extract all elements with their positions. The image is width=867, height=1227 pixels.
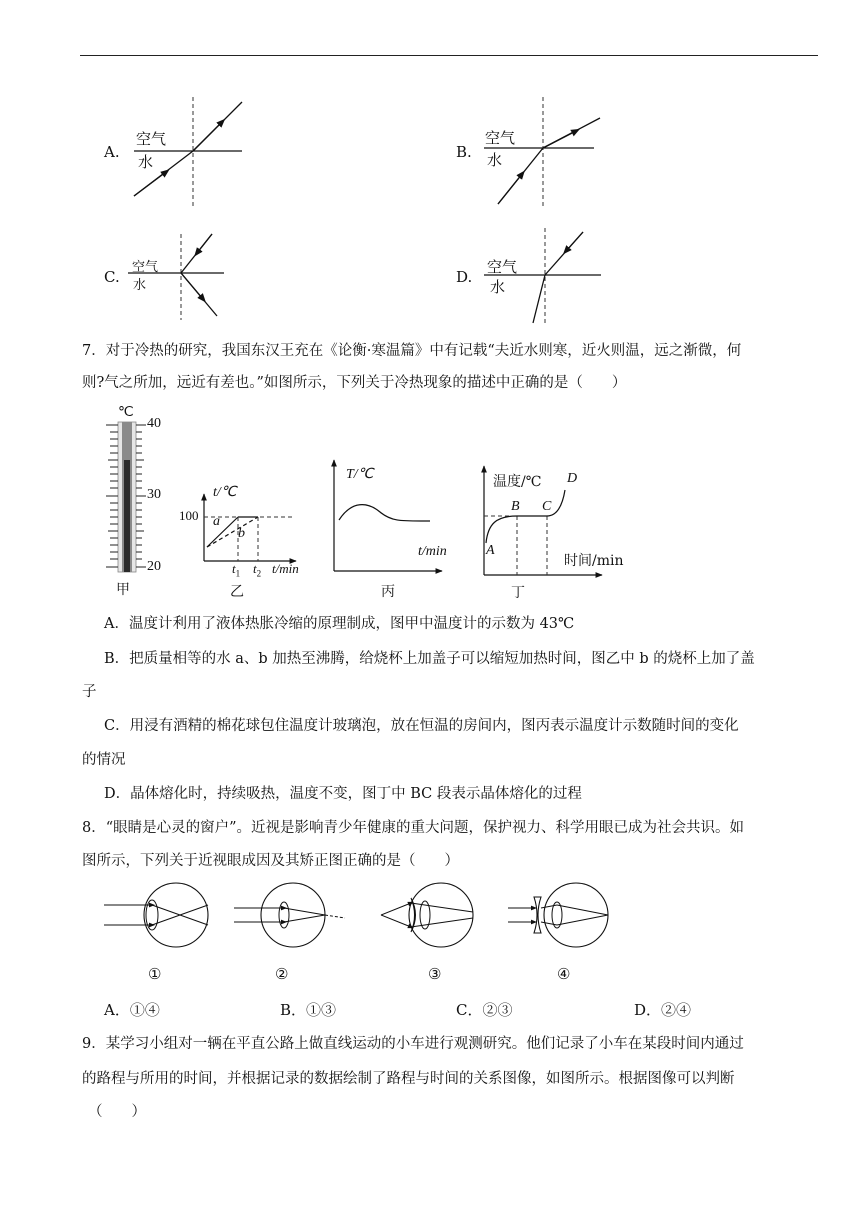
q7-option-b-line1: B．把质量相等的水 a、b 加热至沸腾，给烧杯上加盖子可以缩短加热时间，图乙中 b 的烧杯上加了盖: [104, 651, 755, 667]
q6-d-air-label: 空气: [487, 258, 518, 276]
q7-figures: [0, 400, 867, 605]
ding-point-b: B: [511, 499, 520, 514]
yi-t2: $t_2$: [253, 561, 262, 579]
thermometer-figure: [106, 422, 146, 572]
q6-option-b-letter: B.: [456, 143, 472, 161]
yi-label-b: b: [238, 526, 245, 541]
q7-option-c-line2: 的情况: [82, 752, 126, 768]
q7-option-b-line2: 子: [82, 684, 97, 700]
yi-label-a: a: [213, 514, 220, 529]
q9-stem-line2: 的路程与所用的时间，并根据记录的数据绘制了路程与时间的关系图像，如图所示。根据图像可以判断: [82, 1071, 735, 1087]
yi-ylabel: t/℃: [213, 485, 237, 500]
eye-label-4: ④: [557, 965, 571, 983]
q7-option-d: D．晶体熔化时，持续吸热，温度不变，图丁中 BC 段表示晶体熔化的过程: [104, 786, 582, 802]
q6-a-water-label: 水: [138, 153, 154, 171]
q6-c-water-label: 水: [133, 278, 147, 293]
q8-option-b: B．①③: [280, 1001, 337, 1019]
thermometer-tick-40: 40: [147, 416, 161, 431]
q6-d-water-label: 水: [490, 278, 506, 296]
ding-point-c: C: [542, 499, 552, 514]
ding-point-a: A: [486, 543, 495, 558]
ding-xlabel: 时间/min: [564, 553, 624, 569]
yi-tick-100: 100: [179, 508, 199, 523]
eye-diagram-3: [381, 883, 473, 947]
q6-b-air-label: 空气: [485, 129, 516, 147]
bing-ylabel: T/℃: [346, 467, 374, 482]
eye-diagram-1: [104, 883, 208, 947]
eye-diagram-2: [234, 883, 345, 947]
q7-stem-line1: 7．对于冷热的研究，我国东汉王充在《论衡·寒温篇》中有记载“夫近水则寒，近火则温，远之渐微，何: [82, 343, 742, 359]
yi-xlabel: t/min: [272, 561, 299, 576]
q6-a-air-label: 空气: [136, 130, 167, 148]
ding-point-d: D: [567, 471, 578, 486]
q9-stem-line1: 9．某学习小组对一辆在平直公路上做直线运动的小车进行观测研究。他们记录了小车在某段时间内通过: [82, 1036, 744, 1052]
yi-t1: $t_1$: [232, 561, 241, 579]
q6-option-d-letter: D.: [456, 268, 473, 286]
q6-c-air-label: 空气: [132, 260, 159, 275]
q6-option-a-letter: A.: [104, 143, 120, 161]
bing-xlabel: t/min: [418, 544, 447, 559]
thermometer-tick-30: 30: [147, 487, 161, 502]
eye-label-3: ③: [428, 965, 442, 983]
caption-bing: 丙: [381, 584, 395, 600]
q7-stem-line2: 则?气之所加，远近有差也。”如图所示，下列关于冷热现象的描述中正确的是（ ）: [82, 375, 627, 391]
q6-diagrams: [0, 0, 867, 330]
q8-option-a: A．①④: [104, 1001, 160, 1019]
caption-jia: 甲: [116, 582, 130, 598]
q8-stem-line1: 8．“眼睛是心灵的窗户”。近视是影响青少年健康的重大问题，保护视力、科学用眼已成为社会共识。如: [82, 820, 745, 836]
q8-option-d: D．②④: [634, 1001, 692, 1019]
q6-b-water-label: 水: [487, 151, 503, 169]
q9-stem-line3: （ ）: [88, 1104, 146, 1120]
ding-ylabel: 温度/℃: [493, 474, 542, 490]
caption-ding: 丁: [511, 585, 525, 601]
caption-yi: 乙: [230, 584, 244, 600]
q8-option-c: C．②③: [456, 1001, 513, 1019]
q8-eye-diagrams: [0, 880, 867, 960]
eye-diagram-4: [508, 883, 608, 947]
q8-stem-line2: 图所示，下列关于近视眼成因及其矫正图正确的是（ ）: [82, 853, 459, 869]
eye-label-1: ①: [148, 965, 162, 983]
thermometer-unit: ℃: [118, 405, 134, 420]
q6-option-c-letter: C.: [104, 268, 120, 286]
q7-option-a: A．温度计利用了液体热胀冷缩的原理制成，图甲中温度计的示数为 43℃: [104, 616, 575, 632]
eye-label-2: ②: [275, 965, 289, 983]
thermometer-tick-20: 20: [147, 559, 161, 574]
q7-option-c-line1: C．用浸有酒精的棉花球包住温度计玻璃泡，放在恒温的房间内，图丙表示温度计示数随时间的变化: [104, 718, 739, 734]
